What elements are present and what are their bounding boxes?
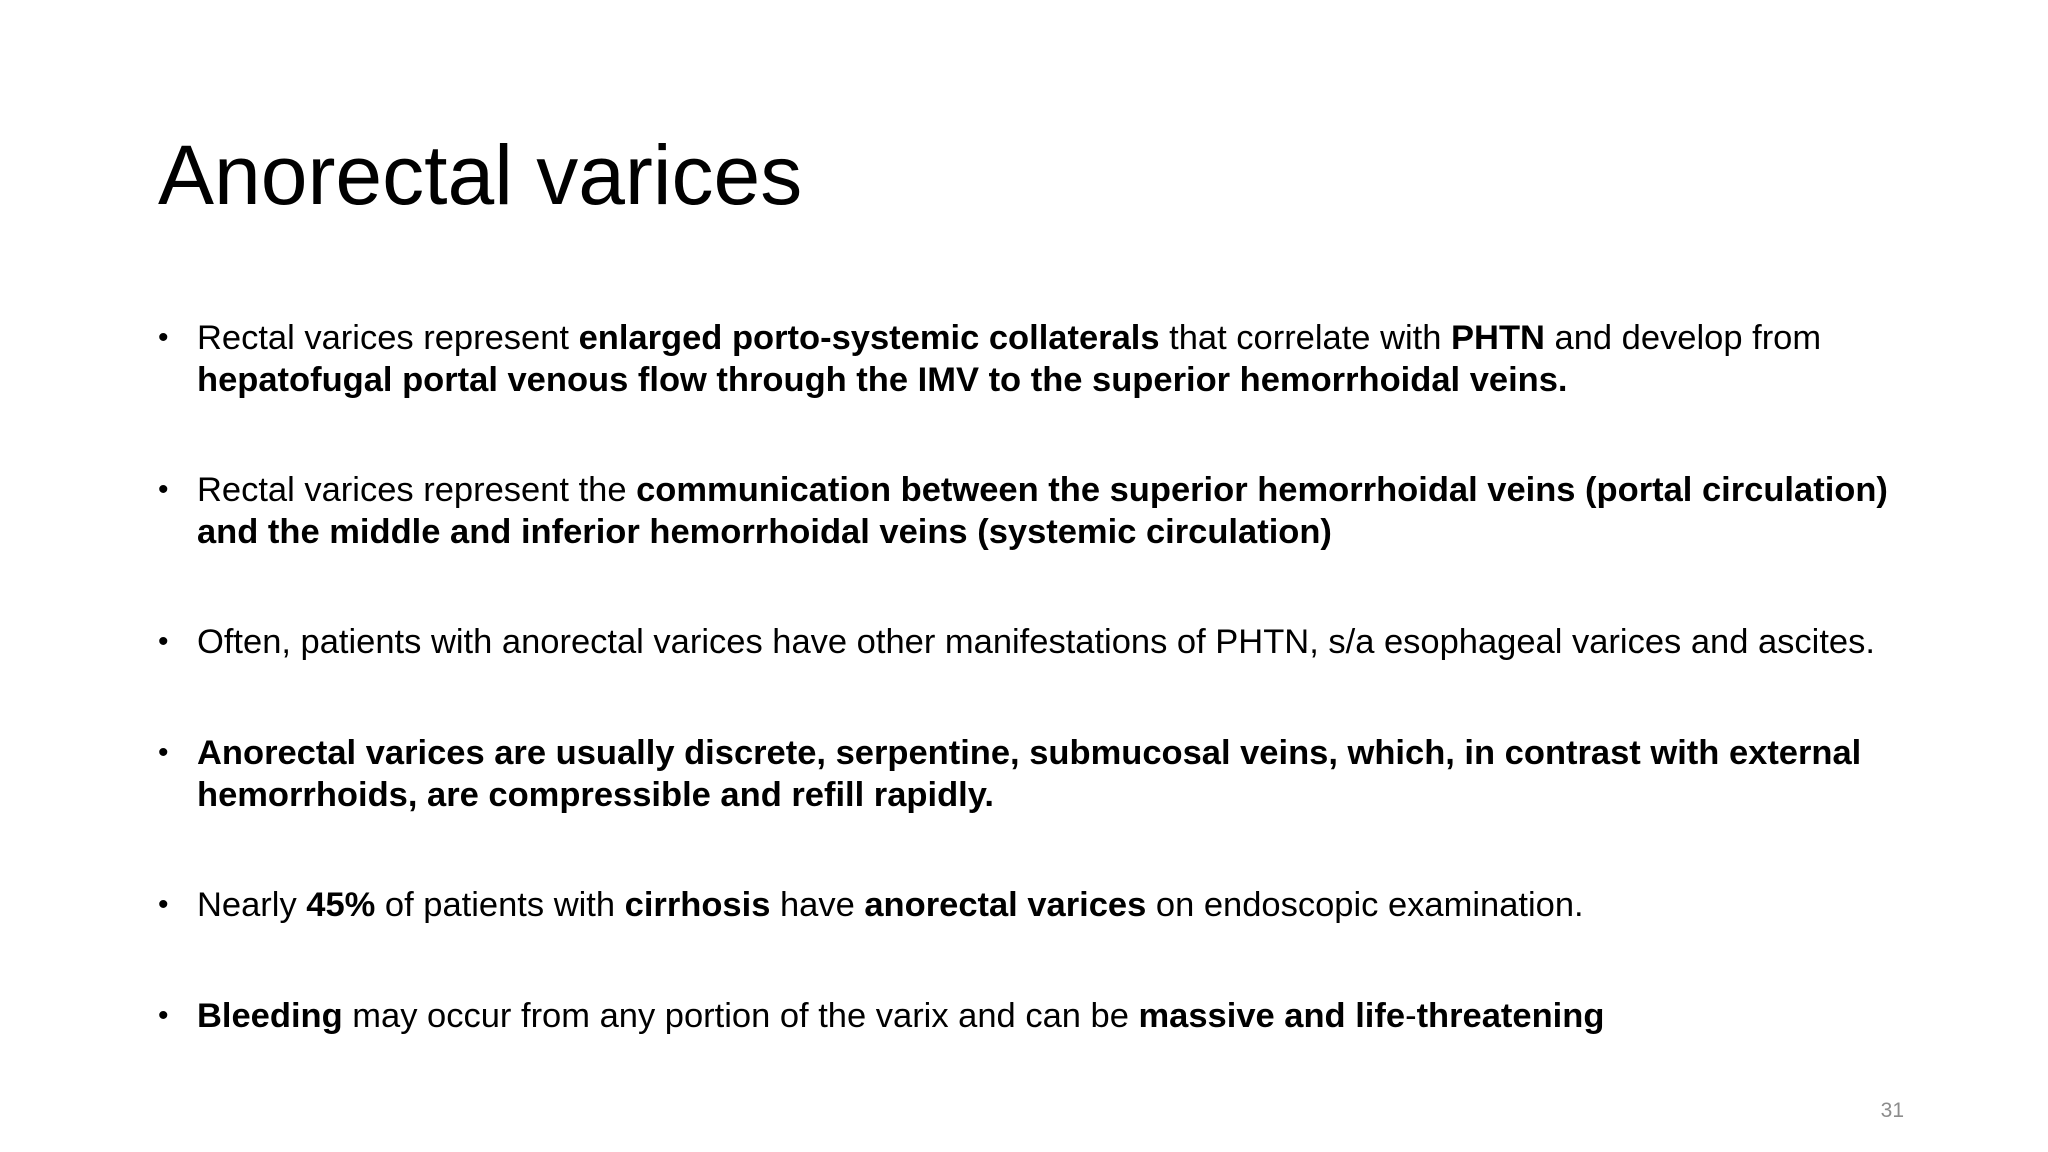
bullet-segment: and develop from xyxy=(1544,319,1822,357)
bullet-segment: of patients with xyxy=(375,886,625,924)
bullet-segment-bold: enlarged porto-systemic collaterals xyxy=(578,319,1160,357)
bullet-segment: may occur from any portion of the varix and can be xyxy=(342,997,1139,1035)
slide-number: 31 xyxy=(1880,1099,1904,1122)
slide-title: Anorectal varices xyxy=(158,128,803,222)
bullet-dot-icon: • xyxy=(158,736,169,769)
bullet-segment: on endoscopic examination. xyxy=(1146,886,1584,924)
bullet-segment-bold: threatening xyxy=(1416,997,1605,1035)
bullet-segment-bold: Bleeding xyxy=(197,997,343,1035)
bullet-dot-icon: • xyxy=(158,999,169,1032)
bullet-segment-bold: PHTN xyxy=(1451,319,1545,357)
bullet-segment-bold: cirrhosis xyxy=(624,886,771,924)
bullet-text xyxy=(197,995,1918,1037)
bullet-text xyxy=(197,732,1918,816)
bullet-text xyxy=(197,621,1918,663)
bullet-segment: Rectal varices represent xyxy=(197,319,579,357)
bullet-dot-icon: • xyxy=(158,888,169,921)
bullet-text xyxy=(197,469,1918,553)
bullet-item xyxy=(158,884,1918,926)
bullet-item xyxy=(158,317,1918,401)
bullet-segment: Often, patients with anorectal varices have other manifestations of PHTN, s/a esophageal varices and ascites. xyxy=(197,623,1875,661)
bullet-dot-icon: • xyxy=(158,625,169,658)
bullet-segment: that correlate with xyxy=(1159,319,1452,357)
bullet-segment-bold: hepatofugal portal venous flow through the IMV to the superior hemorrhoidal veins. xyxy=(197,361,1568,399)
bullet-segment-bold: Anorectal varices are usually discrete, serpentine, submucosal veins, which, in contrast with external hemorrhoids, are compressible and refill rapidly. xyxy=(197,734,1862,814)
bullet-segment: have xyxy=(770,886,865,924)
bullet-segment-bold: 45% xyxy=(306,886,376,924)
bullet-segment: Nearly xyxy=(197,886,307,924)
bullet-item xyxy=(158,469,1918,553)
bullet-text xyxy=(197,317,1918,401)
bullet-segment-bold: massive and life xyxy=(1138,997,1406,1035)
bullet-dot-icon: • xyxy=(158,473,169,506)
bullet-item xyxy=(158,995,1918,1037)
bullet-item xyxy=(158,621,1918,663)
bullet-segment-bold: anorectal varices xyxy=(864,886,1147,924)
bullet-segment: - xyxy=(1405,997,1417,1035)
bullet-text xyxy=(197,884,1918,926)
bullet-dot-icon: • xyxy=(158,321,169,354)
bullet-segment-bold: communication between the superior hemorrhoidal veins (portal circulation) and the middle and inferior hemorrhoidal veins (systemic circulation) xyxy=(197,471,1888,551)
bullet-segment: Rectal varices represent the xyxy=(197,471,637,509)
bullet-item xyxy=(158,732,1918,816)
